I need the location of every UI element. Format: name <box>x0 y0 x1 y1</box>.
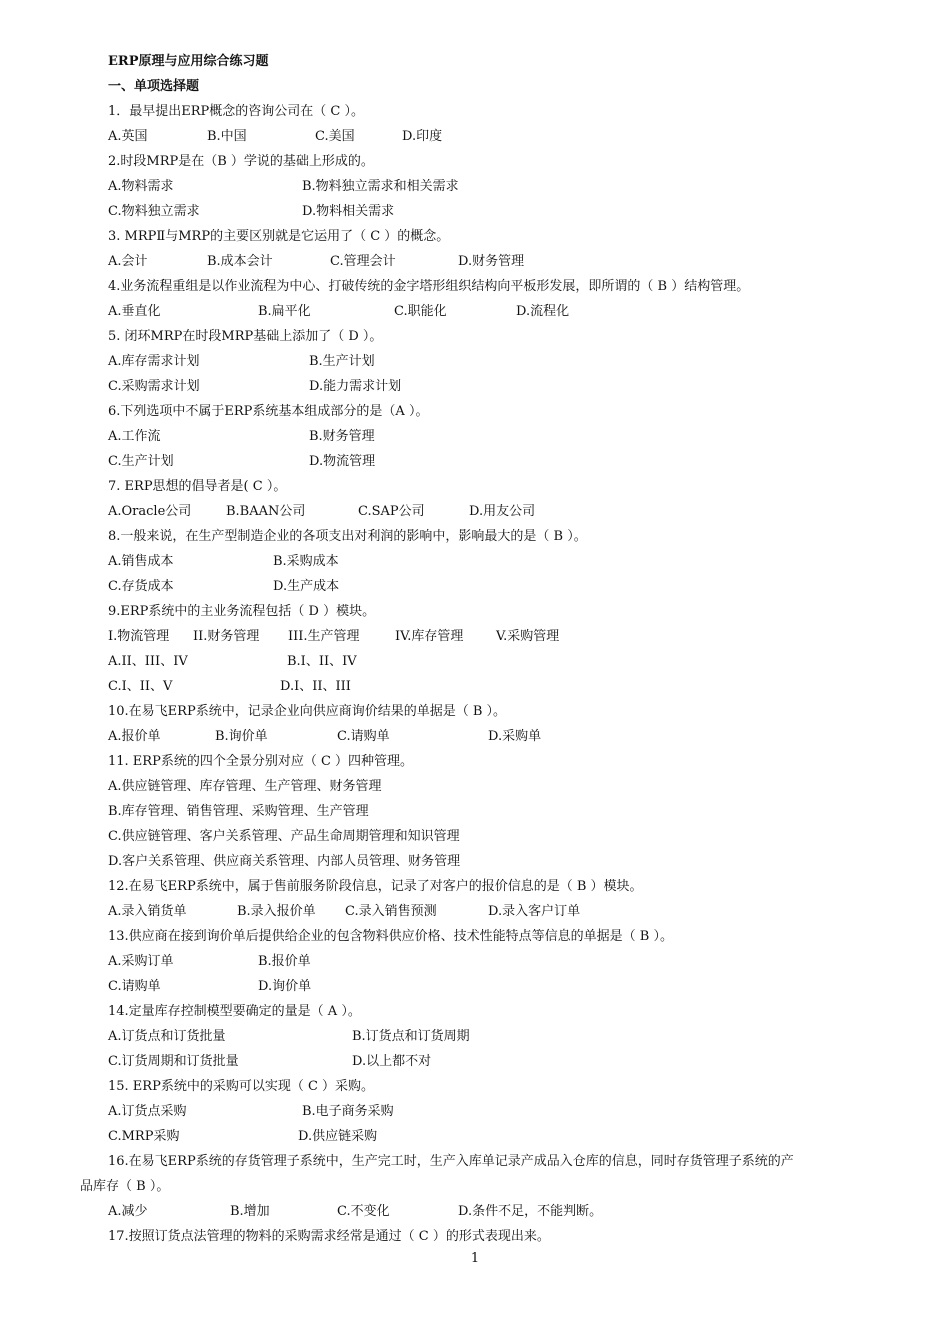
option-b: B.增加 <box>230 1204 270 1219</box>
option-c: C.MRP采购 <box>108 1129 180 1144</box>
option-c: C.录入销售预测 <box>345 904 437 919</box>
item-2: II.财务管理 <box>193 629 260 644</box>
option-c: C.采购需求计划 <box>108 379 200 394</box>
option-b: B.扁平化 <box>258 304 311 319</box>
option-c: C.I、II、V <box>108 679 173 694</box>
option-c: C.存货成本 <box>108 579 174 594</box>
document-page: ERP原理与应用综合练习题 一、单项选择题 1．最早提出ERP概念的咨询公司在（ C ）。 A.英国 B.中国 C.美国 D.印度 2.时段MRP是在（B ）学说的基础上形成的。 A.物料需求 B.物料独立需求和相关需求 C.物料独立需求 D.物料相关需求 3. MRPⅡ与MRP的主要区别就是它运用了（ C ）的概念。 A.会计 B.成本会计 C.管理会计 D.财务管理 4.业务流程重组是以作业流程为中心、打破传统的金字塔形组织结构向平板形发展，即所谓的（ B ）结构管理。 A.垂直化 B.扁平化 C.职能化 D.流程化 5. 闭环MRP在时段MRP基础上添加了（ D ）。 A.库存需求计划 B.生产计划 C.采购需求计划 D.能力需求计划 6.下列选项中不属于ERP系统基本组成部分的是（A ）。 A.工作流 B.财务管理 C.生产计划 D.物流管理 7. ERP思想的倡导者是( C ）。 A.Oracle公司 B.BAAN公司 C.SAP公司 D.用友公司 8.一般来说，在生产型制造企业的各项支出对利润的影响中，影响最大的是（ B ）。 A.销售成本 B.采购成本 C.存货成本 D.生产成本 9.ERP系统中的主业务流程包括（ D ）模块。 I.物流管理 II.财务管理 III.生产管理 IV.库存管理 V.采购管理 A.II、III、IV B.I、II、IV C.I、II、V D.I、II、III 10.在易飞ERP系统中，记录企业向供应商询价结果的单据是（ B ）。 A.报价单 B.询价单 C.请购单 D.采购单 11. ERP系统的四个全景分别对应（ C ）四种管理。 A.供应链管理、库存管理、生产管理、财务管理 B.库存管理、销售管理、采购管理、生产管理 C.供应链管理、客户关系管理、产品生命周期管理和知识管理 D.客户关系管理、供应商关系管理、内部人员管理、财务管理 12.在易飞ERP系统中，属于售前服务阶段信息，记录了对客户的报价信息的是（ B ）模块。 A.录入销货单 B.录入报价单 C.录入销售预测 D.录入客户订单 13.供应商在接到询价单后提供给企业的包含物料供应价格、技术性能特点等信息的单据是（ B ）。 A.采购订单 B.报价单 C.请购单 D.询价单 14.定量库存控制模型要确定的量是（ A ）。 A.订货点和订货批量 B.订货点和订货周期 C.订货周期和订货批量 D.以上都不对 15. ERP系统中的采购可以实现（ C ）采购。 A.订货点采购 B.电子商务采购 C.MRP采购 D.供应链采购 16.在易飞ERP系统的存货管理子系统中，生产完工时，生产入库单记录产成品入仓库的信息，同时存货管理子系统的产 品库存（ B ）。 A.减少 B.增加 C.不变化 D.条件不足，不能判断。 17.按照订货点法管理的物料的采购需求经常是通过（ C ）的形式表现出来。 1 <box>0 0 950 1344</box>
option-c: C.不变化 <box>337 1204 390 1219</box>
option-c: C.订货周期和订货批量 <box>108 1054 239 1069</box>
option-b: B.生产计划 <box>309 354 375 369</box>
option-d: D.能力需求计划 <box>309 379 402 394</box>
option-b: B.物料独立需求和相关需求 <box>302 179 459 194</box>
option-c: C.美国 <box>315 129 355 144</box>
option-d: D.询价单 <box>258 979 312 994</box>
option-b: B.中国 <box>207 129 247 144</box>
option-a: A.II、III、IV <box>108 654 188 669</box>
option-d: D.印度 <box>402 129 443 144</box>
option-b: B.成本会计 <box>207 254 273 269</box>
option-b: B.BAAN公司 <box>226 504 306 519</box>
option-d: D.用友公司 <box>469 504 536 519</box>
option-d: D.物流管理 <box>309 454 376 469</box>
option-d: D.I、II、III <box>280 679 351 694</box>
option-b: B.订货点和订货周期 <box>352 1029 470 1044</box>
option-c: C.生产计划 <box>108 454 174 469</box>
option-c: C.管理会计 <box>330 254 396 269</box>
option-a: A.英国 <box>108 129 148 144</box>
option-b: B.询价单 <box>215 729 268 744</box>
option-a: A.会计 <box>108 254 148 269</box>
option-a: A.物料需求 <box>108 179 174 194</box>
option-a: A.减少 <box>108 1204 148 1219</box>
option-a: A.垂直化 <box>108 304 161 319</box>
option-d: D.供应链采购 <box>298 1129 378 1144</box>
option-b: B.电子商务采购 <box>302 1104 394 1119</box>
option-c: C.SAP公司 <box>358 504 425 519</box>
option-c: C.请购单 <box>337 729 390 744</box>
option-b: B.I、II、IV <box>287 654 357 669</box>
option-b: B.录入报价单 <box>237 904 316 919</box>
option-b: B.采购成本 <box>273 554 339 569</box>
option-d: D.财务管理 <box>458 254 525 269</box>
option-c: C.请购单 <box>108 979 161 994</box>
option-d: D.录入客户订单 <box>488 904 581 919</box>
option-a: A.Oracle公司 <box>108 504 192 519</box>
option-d: D.物料相关需求 <box>302 204 395 219</box>
item-1: I.物流管理 <box>108 629 170 644</box>
option-a: A.订货点采购 <box>108 1104 187 1119</box>
option-d: D.以上都不对 <box>352 1054 432 1069</box>
option-a: A.工作流 <box>108 429 161 444</box>
item-3: III.生产管理 <box>288 629 360 644</box>
item-5: V.采购管理 <box>496 629 560 644</box>
item-4: IV.库存管理 <box>395 629 464 644</box>
option-a: A.采购订单 <box>108 954 174 969</box>
page-number: 1 <box>470 1251 480 1266</box>
option-c: C.物料独立需求 <box>108 204 200 219</box>
option-d: D.采购单 <box>488 729 542 744</box>
option-a: A.库存需求计划 <box>108 354 200 369</box>
option-a: A.录入销货单 <box>108 904 187 919</box>
option-a: A.订货点和订货批量 <box>108 1029 226 1044</box>
option-b: B.报价单 <box>258 954 311 969</box>
option-a: A.报价单 <box>108 729 161 744</box>
option-d: D.条件不足，不能判断。 <box>458 1204 603 1219</box>
option-c: C.职能化 <box>394 304 447 319</box>
option-d: D.流程化 <box>516 304 570 319</box>
option-a: A.销售成本 <box>108 554 174 569</box>
option-d: D.生产成本 <box>273 579 340 594</box>
option-b: B.财务管理 <box>309 429 375 444</box>
